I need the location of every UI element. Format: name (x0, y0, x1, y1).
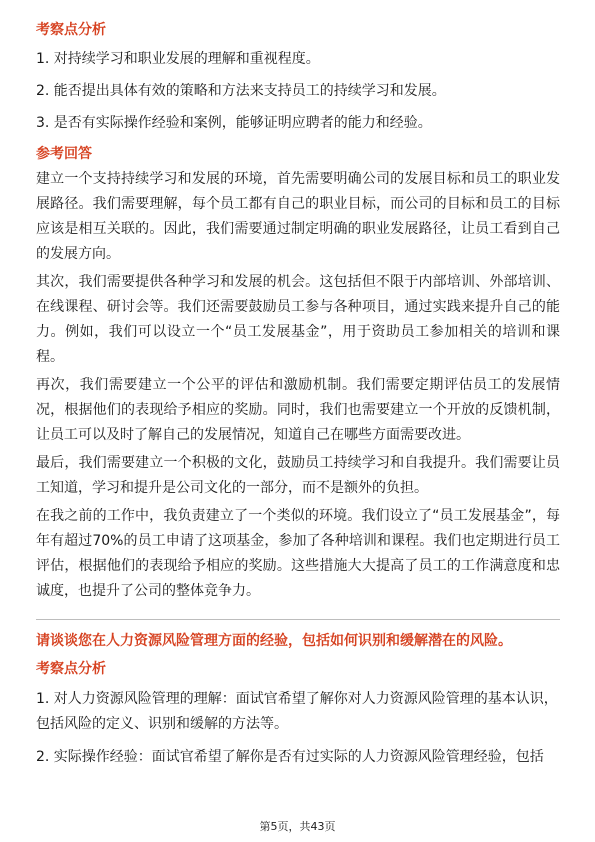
question-section (36, 631, 560, 770)
answer-paragraph: 最后，我们需要建立一个积极的文化，鼓励员工持续学习和自我提升。我们需要让员工知道，学习和提升是公司文化的一部分，而不是额外的负担。 (36, 455, 560, 496)
section-divider (36, 619, 560, 620)
answer-paragraph: 再次，我们需要建立一个公平的评估和激励机制。我们需要定期评估员工的发展情况，根据他们的表现给予相应的奖励。同时，我们也需要建立一个开放的反馈机制，让员工可以及时了解自己的发展情况，知道自己在哪些方面需要改进。 (36, 377, 560, 443)
answer-paragraph: 其次，我们需要提供各种学习和发展的机会。这包括但不限于内部培训、外部培训、在线课程、研讨会等。我们还需要鼓励员工参与各种项目，通过实践来提升自己的能力。例如，我们可以设立一个“员工发展基金”，用于资助员工参加相关的培训和课程。 (36, 274, 560, 365)
analysis-heading: 考察点分析 (36, 22, 106, 38)
page-number: 第5页，共43页 (259, 820, 336, 833)
question-title: 请谈谈您在人力资源风险管理方面的经验，包括如何识别和缓解潜在的风险。 (36, 633, 512, 649)
answer-heading: 参考回答 (36, 146, 92, 162)
analysis-point: 2. 实际操作经验：面试官希望了解你是否有过实际的人力资源风险管理经验，包括 (36, 749, 544, 765)
answer-paragraph: 在我之前的工作中，我负责建立了一个类似的环境。我们设立了“员工发展基金”，每年有超过70%的员工申请了这项基金，参加了各种培训和课程。我们也定期进行员工评估，根据他们的表现给予相应的奖励。这些措施大大提高了员工的工作满意度和忠诚度，也提升了公司的整体竞争力。 (36, 508, 560, 599)
document-page (36, 20, 560, 778)
analysis-heading: 考察点分析 (36, 661, 106, 677)
analysis-point: 1. 对人力资源风险管理的理解：面试官希望了解你对人力资源风险管理的基本认识，包括风险的定义、识别和缓解的方法等。 (36, 691, 558, 732)
analysis-point: 1. 对持续学习和职业发展的理解和重视程度。 (36, 51, 320, 67)
analysis-point: 2. 能否提出具体有效的策略和方法来支持员工的持续学习和发展。 (36, 83, 446, 99)
analysis-point: 3. 是否有实际操作经验和案例，能够证明应聘者的能力和经验。 (36, 115, 432, 131)
answer-paragraph: 建立一个支持持续学习和发展的环境，首先需要明确公司的发展目标和员工的职业发展路径。我们需要理解，每个员工都有自己的职业目标，而公司的目标和员工的目标应该是相互关联的。因此，我们需要通过制定明确的职业发展路径，让员工看到自己的发展方向。 (36, 171, 560, 262)
